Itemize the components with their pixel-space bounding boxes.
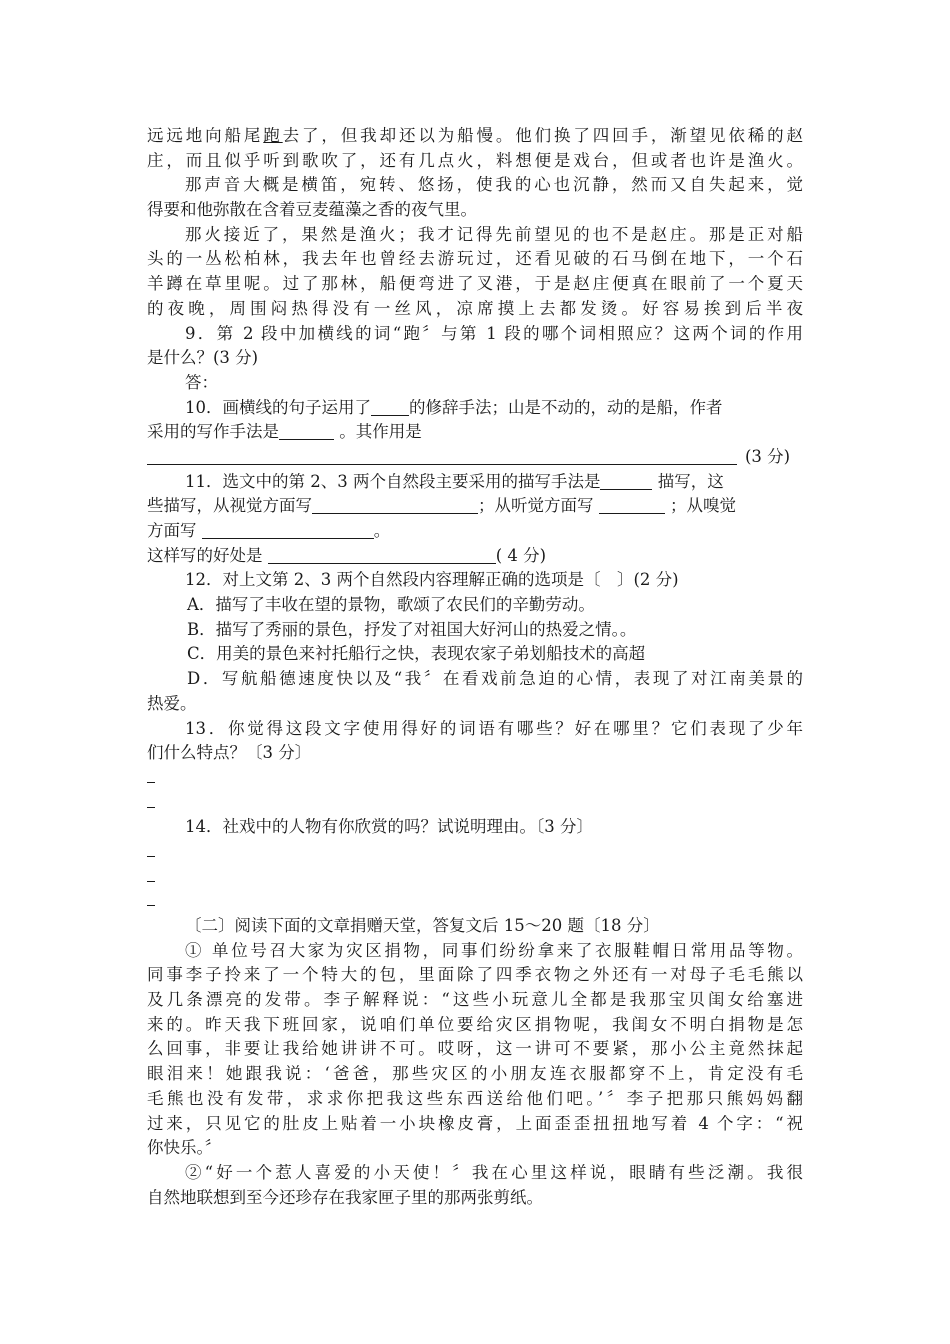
question-13-cont: 们什么特点？〔3 分〕 xyxy=(147,743,312,763)
option-d-cont: 热爱。 xyxy=(147,693,197,713)
answer-blank[interactable] xyxy=(202,522,374,539)
text: ；从听觉方面写 xyxy=(478,496,599,516)
answer-rule[interactable] xyxy=(147,448,737,465)
passage1-line: 那火接近了，果然是渔火；我才记得先前望见的也不是赵庄。那是正对船 xyxy=(185,224,803,244)
question-11-cont xyxy=(147,494,803,519)
answer-dash xyxy=(147,768,155,783)
passage2-line: ②“好一个惹人喜爱的小天使！〞我在心里这样说，眼睛有些泛潮。我很 xyxy=(185,1162,803,1182)
text: 采用的写作手法是 xyxy=(147,422,279,442)
text: 。 xyxy=(373,521,391,540)
passage1-line xyxy=(147,124,803,149)
text: 远远地向船尾 xyxy=(147,126,264,145)
option-c[interactable]: C．用美的景色来衬托船行之快，表现农家子弟划船技术的高超 xyxy=(187,644,646,664)
question-11 xyxy=(147,470,803,495)
question-10 xyxy=(147,396,803,421)
underlined-word: 跑 xyxy=(263,126,283,145)
answer-label: 答： xyxy=(185,372,218,392)
answer-blank[interactable] xyxy=(599,497,665,514)
answer-blank[interactable] xyxy=(600,473,652,490)
score: ( 4 分) xyxy=(495,545,547,565)
passage2-line: 自然地联想到至今还珍存在我家匣子里的那两张剪纸。 xyxy=(147,1187,543,1207)
text: 去了，但我却还以为船慢。他们换了四回手，渐望见依稀的赵 xyxy=(282,126,804,145)
answer-line[interactable] xyxy=(147,840,803,865)
passage2-line: 你快乐。〞 xyxy=(147,1138,222,1158)
question-9: 9．第 2 段中加横线的词“跑〞与第 1 段的哪个词相照应？这两个词的作用 xyxy=(185,323,803,343)
question-11-cont xyxy=(147,544,803,569)
answer-dash xyxy=(147,793,155,808)
answer-dash xyxy=(147,867,155,882)
answer-blank[interactable] xyxy=(268,547,496,564)
question-11-cont xyxy=(147,519,803,544)
text: 11．选文中的第 2、3 两个自然段主要采用的描写手法是 xyxy=(185,471,601,491)
passage1-line: 那声音大概是横笛，宛转、悠扬，使我的心也沉静，然而又自失起来，觉 xyxy=(185,175,803,195)
passage2-line: 过来，只见它的肚皮上贴着一小块橡皮膏，上面歪歪扭扭地写着 4 个字：“祝 xyxy=(147,1113,803,1133)
passage2-line: 眼泪来！她跟我说：‘爸爸，那些灾区的小朋友连衣服都穿不上，肯定没有毛 xyxy=(147,1064,803,1084)
answer-blank[interactable] xyxy=(279,423,334,440)
passage1-line: 得要和他弥散在含着豆麦蕴藻之香的夜气里。 xyxy=(147,200,477,220)
text: ；从嗅觉 xyxy=(664,496,736,516)
document-page xyxy=(147,124,803,1210)
question-9-cont: 是什么？(3 分) xyxy=(147,348,259,368)
passage1-line: 头的一丛松柏林，我去年也曾经去游玩过，还看见破的石马倒在地下，一个石 xyxy=(147,249,803,269)
question-10-answer-line xyxy=(147,445,803,470)
passage1-line: 羊蹲在草里呢。过了那林，船便弯进了叉港，于是赵庄便真在眼前了一个夏天 xyxy=(147,274,803,294)
answer-line[interactable] xyxy=(147,865,803,890)
passage2-line: 同事李子拎来了一个特大的包，里面除了四季衣物之外还有一对母子毛毛熊以 xyxy=(147,965,803,985)
question-12: 12．对上文第 2、3 两个自然段内容理解正确的选项是〔 〕(2 分) xyxy=(185,570,679,590)
answer-line[interactable] xyxy=(147,766,803,791)
text: 描写，这 xyxy=(652,471,724,491)
passage2-line: 来的。昨天我下班回家，说咱们单位要给灾区捐物呢，我闺女不明白捐物是怎 xyxy=(147,1014,803,1034)
question-10-cont xyxy=(147,420,803,445)
passage1-line: 庄，而且似乎听到歌吹了，还有几点火，料想便是戏台，但或者也许是渔火。 xyxy=(147,150,803,170)
passage1-line: 的夜晚，周围闷热得没有一丝风，凉席摸上去都发烫。好容易挨到后半夜 xyxy=(147,298,803,318)
option-b[interactable]: B．描写了秀丽的景色，抒发了对祖国大好河山的热爱之情。。 xyxy=(187,619,637,639)
passage2-line: 么回事，非要让我给她讲讲不可。哎呀，这一讲可不要紧，那小公主竟然抹起 xyxy=(147,1039,803,1059)
text: 方面写 xyxy=(147,521,202,540)
text: 这样写的好处是 xyxy=(147,545,268,565)
passage2-line: 及几条漂亮的发带。李子解释说：“这些小玩意儿全都是我那宝贝闺女给塞进 xyxy=(147,990,803,1010)
option-d[interactable]: D．写航船德速度快以及“我〞在看戏前急迫的心情，表现了对江南美景的 xyxy=(187,669,803,689)
text: 些描写，从视觉方面写 xyxy=(147,496,312,516)
score: (3 分) xyxy=(745,446,791,466)
text: 。其作用是 xyxy=(334,422,422,442)
text: 的修辞手法；山是不动的，动的是船，作者 xyxy=(409,397,723,417)
section-title: 〔二〕阅读下面的文章捐赠天堂，答复文后 15～20 题〔18 分〕 xyxy=(185,916,660,935)
passage2-line: 毛熊也没有发带，求求你把我这些东西送给他们吧。’〞李子把那只熊妈妈翻 xyxy=(147,1088,803,1108)
answer-dash xyxy=(147,842,155,857)
text: 10．画横线的句子运用了 xyxy=(185,397,371,417)
passage2-line: ① 单位号召大家为灾区捐物，同事们纷纷拿来了衣服鞋帽日常用品等物。 xyxy=(185,940,803,960)
question-14: 14．社戏中的人物有你欣赏的吗？试说明理由。〔3 分〕 xyxy=(185,817,593,837)
option-a[interactable]: A．描写了丰收在望的景物，歌颂了农民们的辛勤劳动。 xyxy=(187,595,595,615)
answer-line[interactable] xyxy=(147,791,803,816)
answer-blank[interactable] xyxy=(371,399,409,416)
answer-blank[interactable] xyxy=(312,497,478,514)
answer-line[interactable] xyxy=(147,889,803,914)
question-13: 13．你觉得这段文字使用得好的词语有哪些？好在哪里？它们表现了少年 xyxy=(185,718,803,738)
answer-dash xyxy=(147,891,155,906)
